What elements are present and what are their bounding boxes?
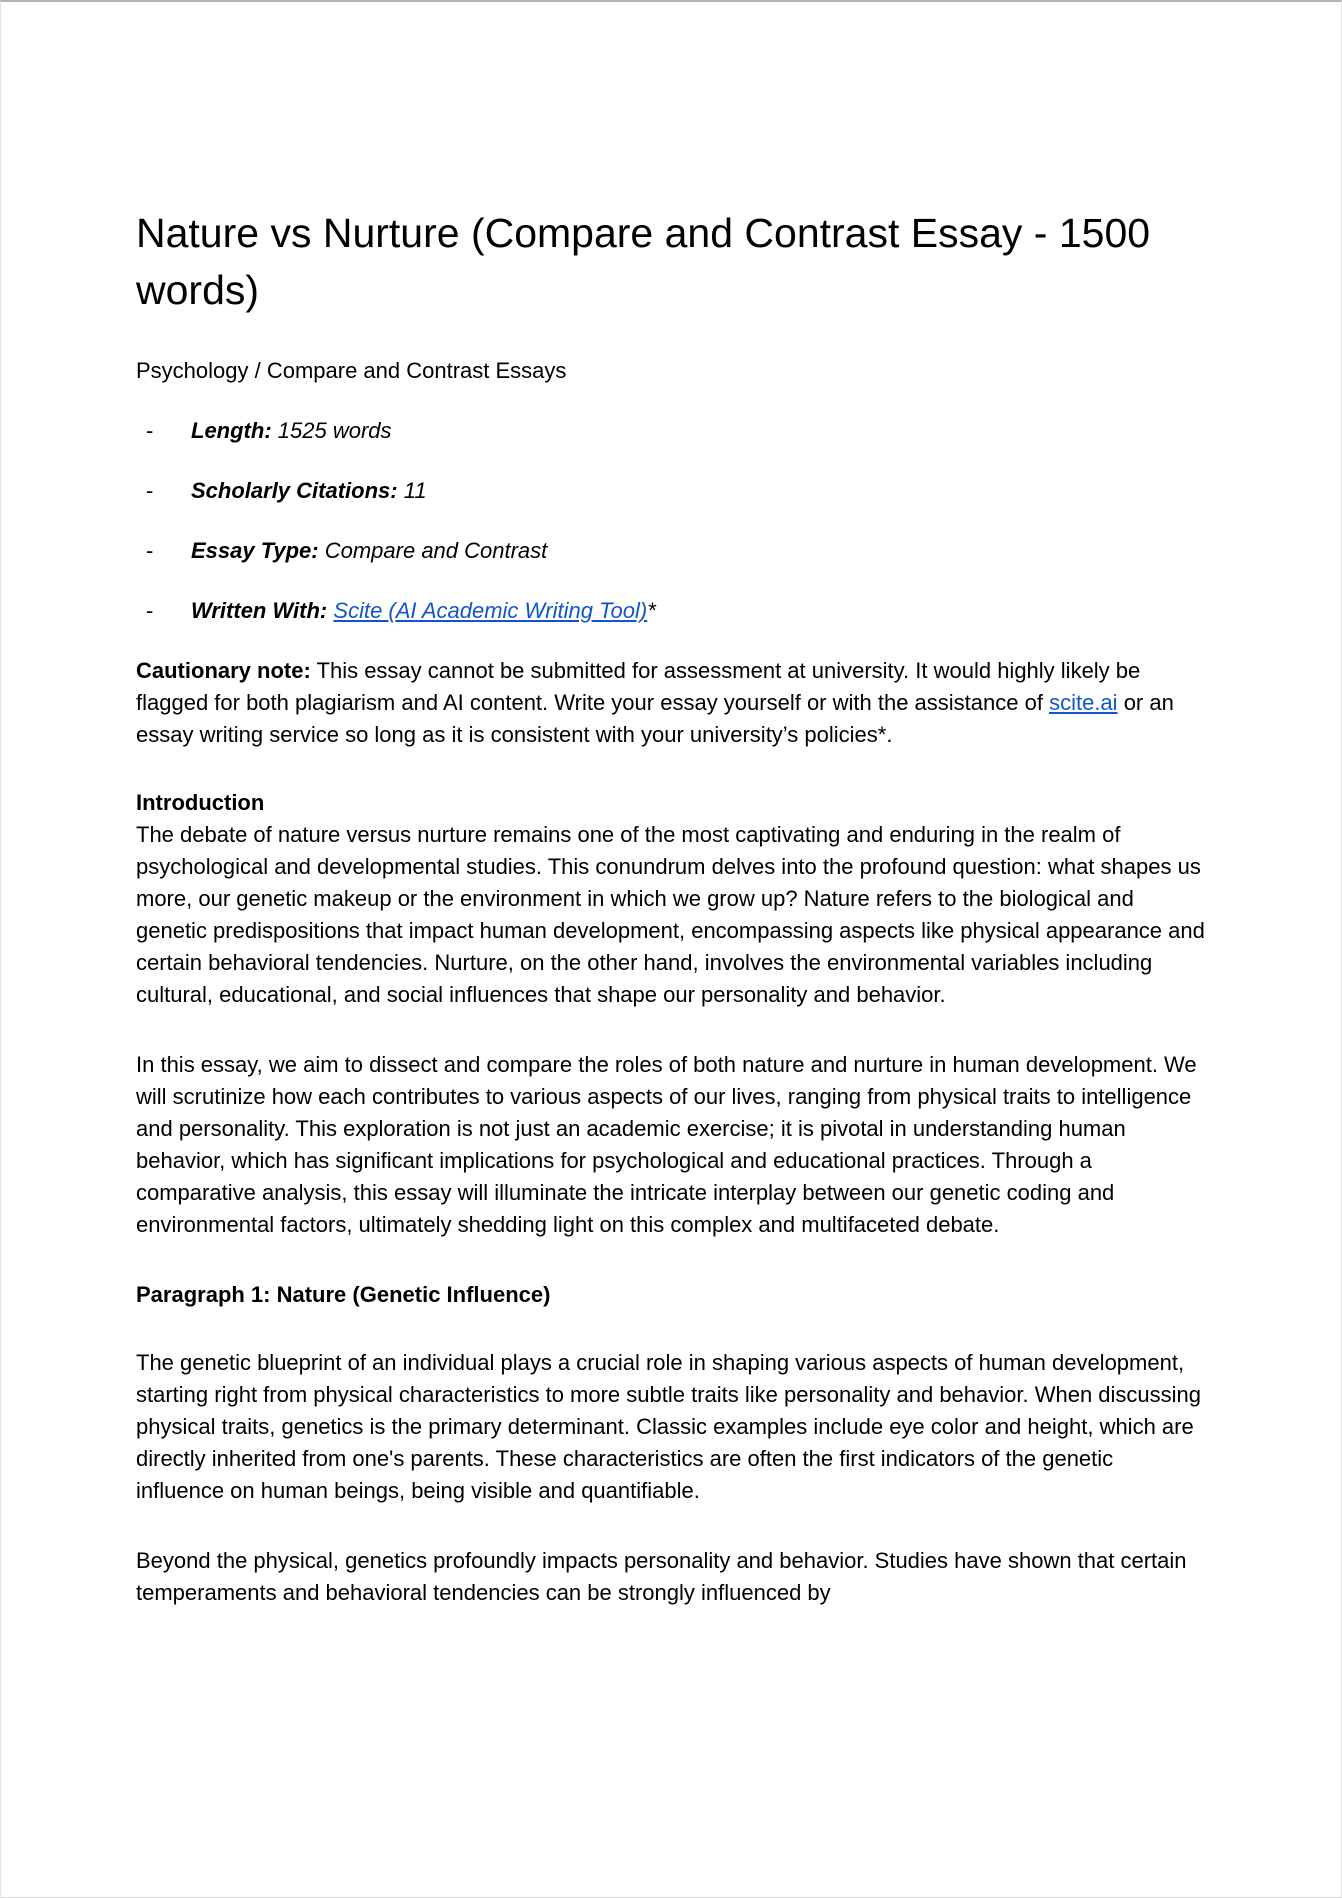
meta-item-essay-type xyxy=(136,535,1207,567)
paragraph: The genetic blueprint of an individual plays a crucial role in shaping various aspects of human development, starting right from physical characteristics to more subtle traits like personality and behavior. When discussing physical traits, genetics is the primary determinant. Classic examples include eye color and height, which are directly inherited from one's parents. These characteristics are often the first indicators of the genetic influence on human beings, being visible and quantifiable. xyxy=(136,1350,1202,1503)
meta-label: Essay Type: xyxy=(191,538,319,563)
bullet-dash: - xyxy=(146,418,154,443)
meta-value: 1525 words xyxy=(277,418,392,443)
paragraph: In this essay, we aim to dissect and compare the roles of both nature and nurture in human development. We will scrutinize how each contributes to various aspects of our lives, ranging from physical traits to intelligence and personality. This exploration is not just an academic exercise; it is pivotal in understanding human behavior, which has significant implications for psychological and educational practices. Through a comparative analysis, this essay will illuminate the intricate interplay between our genetic coding and environmental factors, ultimately shedding light on this complex and multifaceted debate. xyxy=(136,1052,1197,1237)
bullet-dash: - xyxy=(146,538,154,563)
section-heading: Introduction xyxy=(136,790,265,815)
meta-list xyxy=(136,415,1207,627)
paragraph: Beyond the physical, genetics profoundly impacts personality and behavior. Studies have shown that certain temperaments and behavioral tendencies can be strongly influenced by xyxy=(136,1548,1187,1605)
bullet-dash: - xyxy=(146,478,154,503)
caution-text-before: This essay cannot be submitted for assessment at university. It would highly likely be flagged for both plagiarism and AI content. Write your essay yourself or with the assistance of xyxy=(136,658,1141,715)
scite-tool-link[interactable]: Scite (AI Academic Writing Tool) xyxy=(333,598,648,623)
meta-item-citations xyxy=(136,475,1207,507)
section-paragraph-1-nature xyxy=(136,1279,1207,1609)
meta-value: 11 xyxy=(403,478,427,503)
meta-item-written-with xyxy=(136,595,1207,627)
section-heading: Paragraph 1: Nature (Genetic Influence) xyxy=(136,1282,551,1307)
scite-ai-link[interactable]: scite.ai xyxy=(1049,690,1118,715)
section-introduction xyxy=(136,787,1207,1241)
bullet-dash: - xyxy=(146,598,154,623)
paragraph: The debate of nature versus nurture remains one of the most captivating and enduring in the realm of psychological and developmental studies. This conundrum delves into the profound question: what shapes us more, our genetic makeup or the environment in which we grow up? Nature refers to the biological and genetic predispositions that impact human development, encompassing aspects like physical appearance and certain behavioral tendencies. Nurture, on the other hand, involves the environmental variables including cultural, educational, and social influences that shape our personality and behavior. xyxy=(136,822,1205,1007)
meta-value: Compare and Contrast xyxy=(324,538,548,563)
caution-text-after: or an essay writing service so long as it is consistent with your university’s policies*. xyxy=(136,690,1174,747)
caution-label: Cautionary note: xyxy=(136,658,311,683)
breadcrumb: Psychology / Compare and Contrast Essays xyxy=(136,358,567,383)
meta-item-length xyxy=(136,415,1207,447)
meta-label: Scholarly Citations: xyxy=(191,478,398,503)
cautionary-note xyxy=(136,655,1207,751)
page-title: Nature vs Nurture (Compare and Contrast Essay - 1500 words) xyxy=(136,210,1151,313)
meta-label: Length: xyxy=(191,418,272,443)
meta-label: Written With: xyxy=(191,598,328,623)
asterisk-suffix: * xyxy=(647,598,656,623)
